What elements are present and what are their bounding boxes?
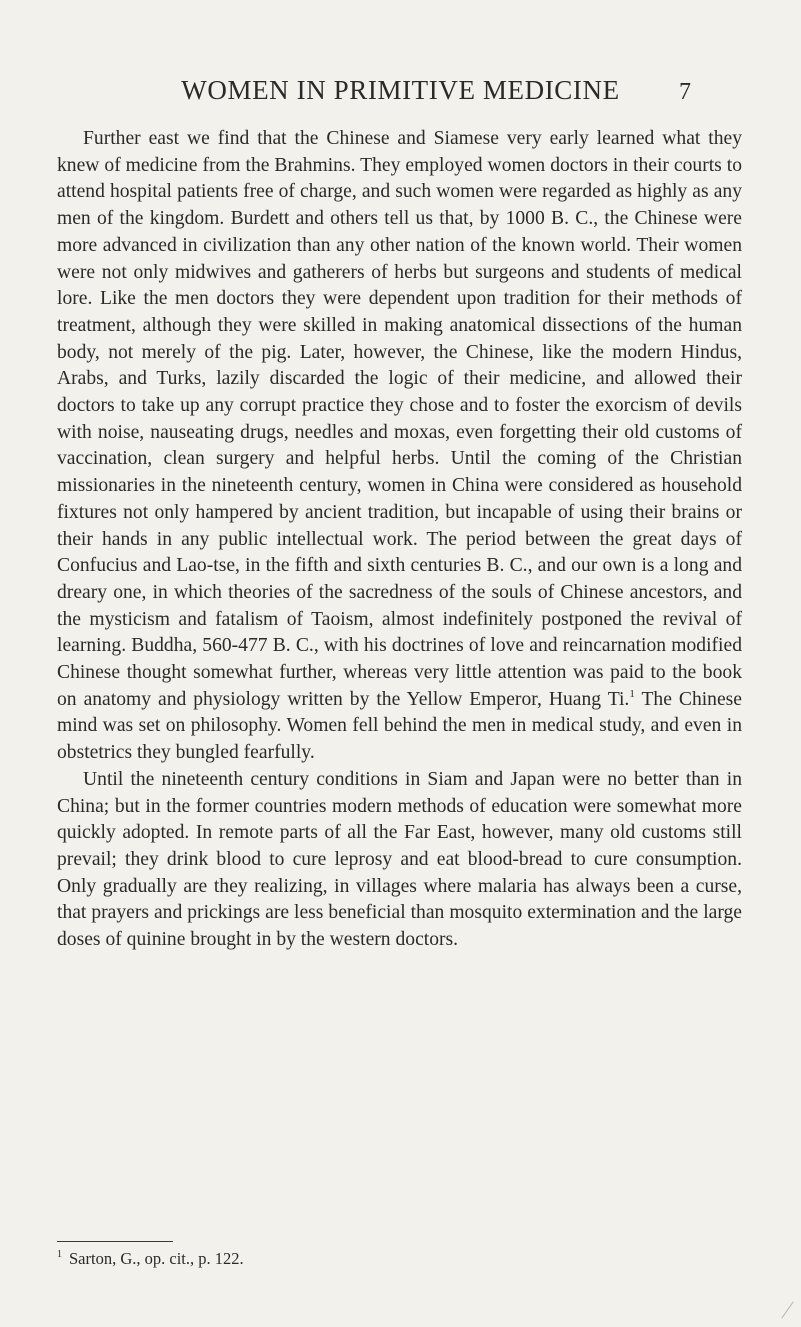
body-text <box>57 126 742 954</box>
footnote-divider <box>57 1241 173 1242</box>
footnote-marker: 1 <box>57 1249 62 1260</box>
paragraph-1 <box>57 126 742 767</box>
footnote-reference: 1 <box>629 687 635 700</box>
paragraph-1-tail: The Chinese mind was set on philosophy. Women fell behind the men in medical study, and even in obstetrics they bungled fearfully. <box>57 688 742 764</box>
footnote <box>57 1247 742 1271</box>
running-title: WOMEN IN PRIMITIVE MEDICINE <box>181 75 620 105</box>
running-head <box>0 72 801 108</box>
page-number: 7 <box>679 79 691 105</box>
paragraph-1-text: Further east we find that the Chinese and Siamese very early learned what they knew of medicine from the Brahmins. They employed women doctors in their courts to attend hospital patients free of charge, and such women were regarded as highly as any men of the kingdom. Burdett and others tell us that, by 1000 B. C., the Chinese were more advanced in civilization than any other nation of the known world. Their women were not only midwives and gatherers of herbs but surgeons and students of medical lore. Like the men doctors they were dependent upon tradition for their methods of treatment, although they were skilled in making anatomical dissections of the human body, not merely of the pig. Later, however, the Chinese, like the modern Hindus, Arabs, and Turks, lazily discarded the logic of their medicine, and allowed their doctors to take up any corrupt practice they chose and to foster the exorcism of devils with noise, nauseating drugs, needles and moxas, even forgetting their old customs of vaccination, clean surgery and helpful herbs. Until the coming of the Christian missionaries in the nineteenth century, women in China were considered as household fixtures not only hampered by ancient tradition, but incapable of using their brains or their hands in any public intellectual work. The period between the great days of Confucius and Lao-tse, in the fifth and sixth centuries B. C., and our own is a long and dreary one, in which theories of the sacredness of the souls of Chinese ancestors, and the mysticism and fatalism of Taoism, almost indefinitely postponed the revival of learning. Buddha, 560-477 B. C., with his doctrines of love and reincarnation modified Chinese thought somewhat further, whereas very little attention was paid to the book on anatomy and physiology written by the Yellow Emperor, Huang Ti. <box>57 128 742 710</box>
paper-mark <box>781 1302 793 1319</box>
paragraph-2: Until the nineteenth century conditions in Siam and Japan were no better than in China; but in the former countries modern methods of education were somewhat more quickly adopted. In remote parts of all the Far East, however, many old customs still prevail; they drink blood to cure leprosy and eat blood-bread to cure consumption. Only gradually are they realizing, in villages where malaria has always been a curse, that prayers and prickings are less beneficial than mosquito extermination and the large doses of quinine brought in by the western doctors. <box>57 768 742 951</box>
footnote-text: Sarton, G., op. cit., p. 122. <box>69 1249 244 1268</box>
